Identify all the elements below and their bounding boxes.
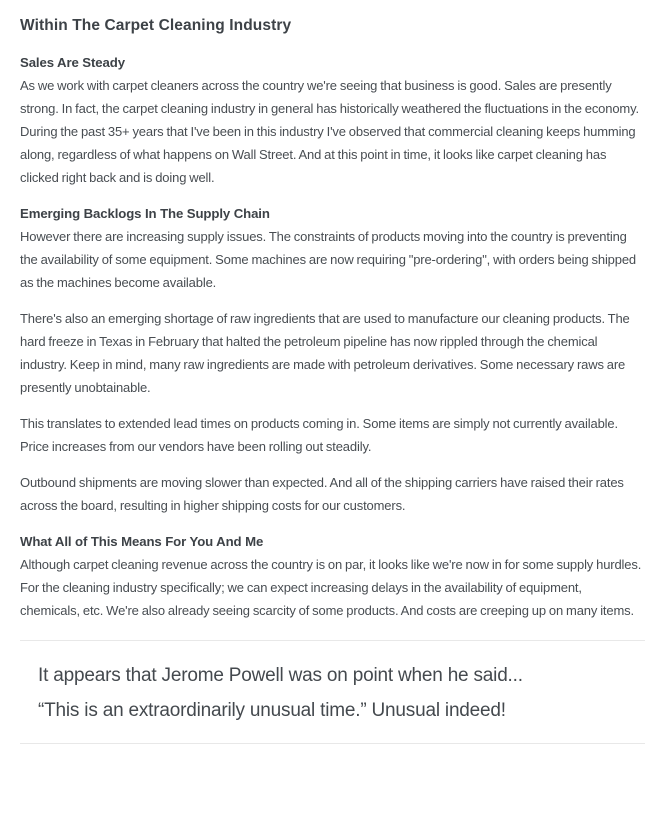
divider-top	[20, 640, 645, 641]
paragraph-sales-1: As we work with carpet cleaners across the country we're seeing that business is good. Sales are presently strong. In fact, the carpet cleaning industry in general has historically weathered the fluctuations in the economy. During the past 35+ years that I've been in this industry I've observed that commercial cleaning keeps humming along, regardless of what happens on Wall Street. And at this point in time, it looks like carpet cleaning has clicked right back and is doing well.	[20, 78, 639, 185]
section-heading-emerging-backlogs: Emerging Backlogs In The Supply Chain	[20, 206, 270, 221]
section-emerging-backlogs	[20, 202, 645, 517]
paragraph-backlogs-1: However there are increasing supply issues. The constraints of products moving into the country is preventing the availability of some equipment. Some machines are now requiring "pre-ordering", with orders being shipped as the machines become available.	[20, 229, 636, 290]
paragraph-backlogs-4: Outbound shipments are moving slower than expected. And all of the shipping carriers have raised their rates across the board, resulting in higher shipping costs for our customers.	[20, 475, 624, 513]
pull-quote-line-1: It appears that Jerome Powell was on point when he said...	[38, 665, 523, 686]
paragraph-means-1: Although carpet cleaning revenue across the country is on par, it looks like we're now in for some supply hurdles. For the cleaning industry specifically; we can expect increasing delays in the availability of equipment, chemicals, etc. We're also already seeing scarcity of some products. And costs are creeping up on many items.	[20, 557, 642, 618]
paragraph-backlogs-2: There's also an emerging shortage of raw ingredients that are used to manufacture our cleaning products. The hard freeze in Texas in February that halted the petroleum pipeline has now rippled through the chemical industry. Keep in mind, many raw ingredients are made with petroleum derivatives. Some necessary raws are presently unobtainable.	[20, 311, 630, 395]
paragraph-backlogs-3: This translates to extended lead times on products coming in. Some items are simply not currently available. Price increases from our vendors have been rolling out steadily.	[20, 416, 618, 454]
pull-quote	[20, 658, 645, 728]
pull-quote-line-2: “This is an extraordinarily unusual time.” Unusual indeed!	[38, 700, 506, 721]
section-heading-sales-are-steady: Sales Are Steady	[20, 55, 125, 70]
divider-bottom	[20, 743, 645, 744]
article-title: Within The Carpet Cleaning Industry	[20, 17, 292, 34]
section-sales-are-steady	[20, 51, 645, 189]
section-heading-what-this-means: What All of This Means For You And Me	[20, 534, 264, 549]
section-what-this-means	[20, 530, 645, 622]
